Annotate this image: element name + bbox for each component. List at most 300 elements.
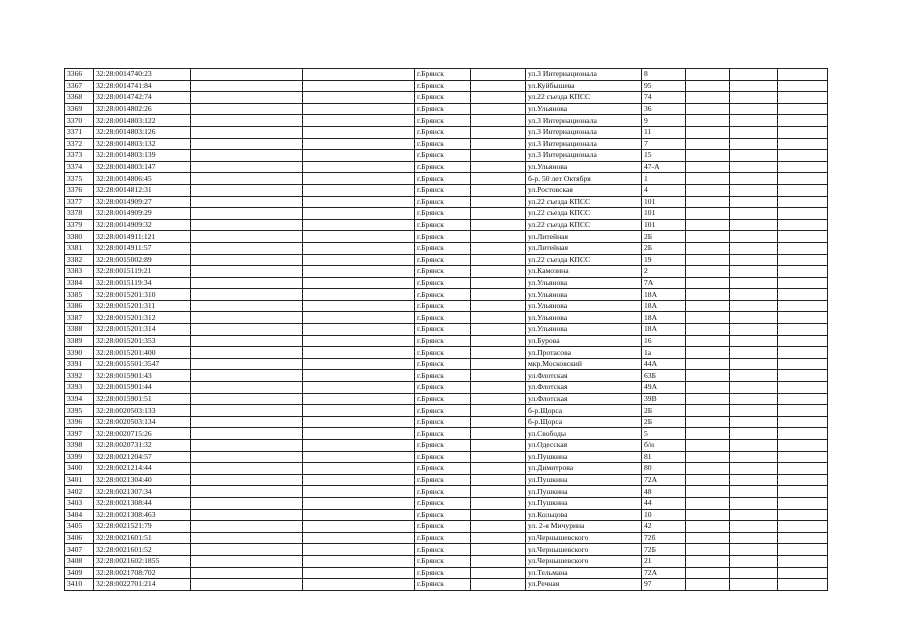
cadastral-number-cell: 32:28:0014802:26 [94,103,191,115]
cadastral-number-cell: 32:28:0014806:45 [94,173,191,185]
empty-cell [191,161,303,173]
empty-cell [191,231,303,243]
city-cell: г.Брянск [415,231,471,243]
empty-cell [778,393,828,405]
table-row [65,463,828,475]
table-row [65,382,828,394]
empty-cell [778,231,828,243]
empty-cell [778,382,828,394]
row-number-cell: 3377 [65,196,94,208]
empty-cell [730,161,778,173]
empty-cell [686,405,730,417]
street-cell: ул.Пушкина [526,451,642,463]
empty-cell [686,242,730,254]
street-cell: мкр.Московский [526,358,642,370]
empty-cell [730,579,778,591]
cadastral-number-cell: 32:28:0021602:1855 [94,555,191,567]
table-row [65,231,828,243]
row-number-cell: 3381 [65,242,94,254]
empty-cell [686,150,730,162]
empty-cell [686,393,730,405]
house-number-cell: 97 [642,579,686,591]
empty-cell [191,532,303,544]
row-number-cell: 3404 [65,509,94,521]
empty-cell [303,544,415,556]
empty-cell [730,312,778,324]
empty-cell [471,555,526,567]
cadastral-number-cell: 32:28:0015901:51 [94,393,191,405]
empty-cell [730,254,778,266]
empty-cell [471,451,526,463]
empty-cell [471,219,526,231]
empty-cell [686,266,730,278]
table-row [65,532,828,544]
row-number-cell: 3401 [65,474,94,486]
cadastral-number-cell: 32:28:0014909:32 [94,219,191,231]
house-number-cell: 19 [642,254,686,266]
house-number-cell: 11 [642,126,686,138]
table-row [65,150,828,162]
cadastral-number-cell: 32:28:0014812:31 [94,184,191,196]
city-cell: г.Брянск [415,324,471,336]
empty-cell [730,277,778,289]
empty-cell [730,474,778,486]
cadastral-number-cell: 32:28:0021308:463 [94,509,191,521]
empty-cell [686,196,730,208]
empty-cell [471,231,526,243]
empty-cell [730,242,778,254]
empty-cell [303,567,415,579]
empty-cell [778,370,828,382]
street-cell: ул.Флотская [526,382,642,394]
empty-cell [191,544,303,556]
table-row [65,161,828,173]
empty-cell [778,208,828,220]
empty-cell [778,115,828,127]
table-row [65,80,828,92]
empty-cell [778,103,828,115]
empty-cell [471,428,526,440]
cadastral-number-cell: 32:28:0015201:400 [94,347,191,359]
empty-cell [191,474,303,486]
empty-cell [471,184,526,196]
empty-cell [686,440,730,452]
empty-cell [730,126,778,138]
empty-cell [730,103,778,115]
empty-cell [303,231,415,243]
empty-cell [303,358,415,370]
city-cell: г.Брянск [415,312,471,324]
empty-cell [686,103,730,115]
cadastral-number-cell: 32:28:0014911:57 [94,242,191,254]
empty-cell [686,567,730,579]
cadastral-number-cell: 32:28:0014741:84 [94,80,191,92]
cadastral-number-cell: 32:28:0021601:52 [94,544,191,556]
empty-cell [471,393,526,405]
row-number-cell: 3366 [65,69,94,81]
empty-cell [730,532,778,544]
empty-cell [778,497,828,509]
street-cell: ул.Ростовская [526,184,642,196]
house-number-cell: 10 [642,509,686,521]
table-row [65,567,828,579]
table-row [65,486,828,498]
table-row [65,497,828,509]
row-number-cell: 3390 [65,347,94,359]
row-number-cell: 3392 [65,370,94,382]
house-number-cell: 81 [642,451,686,463]
empty-cell [730,266,778,278]
empty-cell [303,509,415,521]
empty-cell [191,126,303,138]
city-cell: г.Брянск [415,521,471,533]
street-cell: ул.3 Интернационала [526,69,642,81]
street-cell: б-р. 50 лет Октября [526,173,642,185]
house-number-cell: 2Б [642,405,686,417]
empty-cell [686,300,730,312]
empty-cell [778,324,828,336]
empty-cell [303,69,415,81]
empty-cell [686,486,730,498]
empty-cell [191,138,303,150]
empty-cell [471,509,526,521]
empty-cell [471,196,526,208]
empty-cell [686,544,730,556]
table-row [65,138,828,150]
empty-cell [730,358,778,370]
city-cell: г.Брянск [415,382,471,394]
house-number-cell: 74 [642,92,686,104]
empty-cell [303,184,415,196]
table-row [65,300,828,312]
city-cell: г.Брянск [415,567,471,579]
empty-cell [730,509,778,521]
empty-cell [471,69,526,81]
empty-cell [730,382,778,394]
empty-cell [686,219,730,231]
row-number-cell: 3374 [65,161,94,173]
street-cell: ул.Куйбышева [526,80,642,92]
empty-cell [303,497,415,509]
row-number-cell: 3385 [65,289,94,301]
empty-cell [730,289,778,301]
row-number-cell: 3402 [65,486,94,498]
empty-cell [686,184,730,196]
city-cell: г.Брянск [415,277,471,289]
table-row [65,474,828,486]
cadastral-number-cell: 32:28:0022701:214 [94,579,191,591]
table-row [65,370,828,382]
city-cell: г.Брянск [415,184,471,196]
street-cell: ул.22 съезда КПСС [526,254,642,266]
empty-cell [730,393,778,405]
cadastral-number-cell: 32:28:0015501:3547 [94,358,191,370]
table-row [65,219,828,231]
city-cell: г.Брянск [415,126,471,138]
row-number-cell: 3370 [65,115,94,127]
house-number-cell: 2Б [642,242,686,254]
cadastral-number-cell: 32:28:0015119:21 [94,266,191,278]
empty-cell [191,370,303,382]
empty-cell [778,277,828,289]
cadastral-number-cell: 32:28:0021307:34 [94,486,191,498]
empty-cell [778,555,828,567]
house-number-cell: 47-А [642,161,686,173]
house-number-cell: 21 [642,555,686,567]
row-number-cell: 3371 [65,126,94,138]
empty-cell [778,196,828,208]
empty-cell [730,231,778,243]
row-number-cell: 3395 [65,405,94,417]
empty-cell [778,532,828,544]
empty-cell [471,92,526,104]
street-cell: ул.Тельмана [526,567,642,579]
cadastral-number-cell: 32:28:0015002:89 [94,254,191,266]
cadastral-number-cell: 32:28:0020503:134 [94,416,191,428]
empty-cell [471,324,526,336]
city-cell: г.Брянск [415,509,471,521]
empty-cell [303,370,415,382]
empty-cell [471,544,526,556]
row-number-cell: 3369 [65,103,94,115]
house-number-cell: 2Б [642,231,686,243]
empty-cell [730,300,778,312]
cadastral-number-cell: 32:28:0015201:353 [94,335,191,347]
empty-cell [191,335,303,347]
empty-cell [303,474,415,486]
empty-cell [191,219,303,231]
empty-cell [778,219,828,231]
row-number-cell: 3388 [65,324,94,336]
city-cell: г.Брянск [415,208,471,220]
row-number-cell: 3405 [65,521,94,533]
empty-cell [191,497,303,509]
empty-cell [191,521,303,533]
house-number-cell: 44 [642,497,686,509]
row-number-cell: 3399 [65,451,94,463]
empty-cell [686,347,730,359]
empty-cell [778,509,828,521]
empty-cell [686,161,730,173]
empty-cell [471,335,526,347]
row-number-cell: 3375 [65,173,94,185]
row-number-cell: 3406 [65,532,94,544]
cadastral-number-cell: 32:28:0021214:44 [94,463,191,475]
empty-cell [191,173,303,185]
city-cell: г.Брянск [415,266,471,278]
empty-cell [778,289,828,301]
empty-cell [191,289,303,301]
empty-cell [686,80,730,92]
table-row [65,393,828,405]
house-number-cell: б/н [642,440,686,452]
row-number-cell: 3368 [65,92,94,104]
empty-cell [471,242,526,254]
empty-cell [730,347,778,359]
empty-cell [303,416,415,428]
empty-cell [730,405,778,417]
cadastral-number-cell: 32:28:0014740:23 [94,69,191,81]
street-cell: ул.Флотская [526,393,642,405]
city-cell: г.Брянск [415,579,471,591]
empty-cell [191,196,303,208]
empty-cell [191,184,303,196]
empty-cell [191,358,303,370]
cadastral-number-cell: 32:28:0014803:122 [94,115,191,127]
cadastral-number-cell: 32:28:0015201:310 [94,289,191,301]
empty-cell [730,150,778,162]
city-cell: г.Брянск [415,115,471,127]
empty-cell [730,173,778,185]
empty-cell [778,358,828,370]
house-number-cell: 16 [642,335,686,347]
city-cell: г.Брянск [415,92,471,104]
house-number-cell: 18А [642,300,686,312]
empty-cell [778,80,828,92]
empty-cell [686,428,730,440]
empty-cell [778,300,828,312]
street-cell: б-р.Щорса [526,405,642,417]
street-cell: ул.Камозина [526,266,642,278]
table-row [65,289,828,301]
empty-cell [730,69,778,81]
empty-cell [303,312,415,324]
cadastral-number-cell: 32:28:0014803:147 [94,161,191,173]
empty-cell [686,92,730,104]
empty-cell [303,463,415,475]
empty-cell [471,289,526,301]
empty-cell [191,579,303,591]
empty-cell [471,150,526,162]
house-number-cell: 72Б [642,544,686,556]
row-number-cell: 3397 [65,428,94,440]
table-row [65,555,828,567]
house-number-cell: 48 [642,486,686,498]
empty-cell [778,474,828,486]
cadastral-number-cell: 32:28:0014803:139 [94,150,191,162]
city-cell: г.Брянск [415,497,471,509]
table-row [65,196,828,208]
city-cell: г.Брянск [415,196,471,208]
empty-cell [471,312,526,324]
empty-cell [778,161,828,173]
empty-cell [686,463,730,475]
empty-cell [471,532,526,544]
city-cell: г.Брянск [415,150,471,162]
empty-cell [303,173,415,185]
street-cell: ул.Флотская [526,370,642,382]
row-number-cell: 3372 [65,138,94,150]
row-number-cell: 3384 [65,277,94,289]
empty-cell [191,242,303,254]
house-number-cell: 15 [642,150,686,162]
street-cell: ул.Чернышевского [526,555,642,567]
row-number-cell: 3387 [65,312,94,324]
row-number-cell: 3391 [65,358,94,370]
street-cell: ул.Ульянова [526,324,642,336]
city-cell: г.Брянск [415,219,471,231]
city-cell: г.Брянск [415,393,471,405]
table-row [65,173,828,185]
city-cell: г.Брянск [415,254,471,266]
empty-cell [303,161,415,173]
empty-cell [778,440,828,452]
empty-cell [778,521,828,533]
street-cell: ул.Речная [526,579,642,591]
empty-cell [471,370,526,382]
empty-cell [778,486,828,498]
empty-cell [471,567,526,579]
empty-cell [778,544,828,556]
empty-cell [471,266,526,278]
empty-cell [303,277,415,289]
table-row [65,208,828,220]
table-row [65,126,828,138]
city-cell: г.Брянск [415,138,471,150]
empty-cell [191,451,303,463]
street-cell: ул.Литейная [526,231,642,243]
empty-cell [471,80,526,92]
city-cell: г.Брянск [415,405,471,417]
city-cell: г.Брянск [415,173,471,185]
row-number-cell: 3408 [65,555,94,567]
empty-cell [686,69,730,81]
street-cell: ул.3 Интернационала [526,138,642,150]
empty-cell [778,254,828,266]
street-cell: ул. 2-я Мичурина [526,521,642,533]
empty-cell [778,138,828,150]
row-number-cell: 3378 [65,208,94,220]
empty-cell [303,335,415,347]
empty-cell [686,173,730,185]
empty-cell [778,242,828,254]
cadastral-number-cell: 32:28:0020503:133 [94,405,191,417]
empty-cell [778,416,828,428]
street-cell: ул.3 Интернационала [526,150,642,162]
table-row [65,115,828,127]
cadastral-number-cell: 32:28:0014742:74 [94,92,191,104]
empty-cell [778,463,828,475]
empty-cell [686,532,730,544]
empty-cell [191,486,303,498]
empty-cell [471,115,526,127]
city-cell: г.Брянск [415,544,471,556]
cadastral-number-cell: 32:28:0021304:40 [94,474,191,486]
row-number-cell: 3383 [65,266,94,278]
empty-cell [303,555,415,567]
empty-cell [730,335,778,347]
empty-cell [303,103,415,115]
table-row [65,324,828,336]
city-cell: г.Брянск [415,370,471,382]
city-cell: г.Брянск [415,440,471,452]
empty-cell [778,126,828,138]
empty-cell [191,208,303,220]
registry-table [64,68,828,591]
empty-cell [471,138,526,150]
empty-cell [303,92,415,104]
house-number-cell: 2Б [642,416,686,428]
empty-cell [191,567,303,579]
cadastral-number-cell: 32:28:0014803:126 [94,126,191,138]
street-cell: ул.Протасова [526,347,642,359]
city-cell: г.Брянск [415,103,471,115]
street-cell: ул.Ульянова [526,312,642,324]
table-row [65,184,828,196]
table-row [65,254,828,266]
city-cell: г.Брянск [415,242,471,254]
empty-cell [730,440,778,452]
